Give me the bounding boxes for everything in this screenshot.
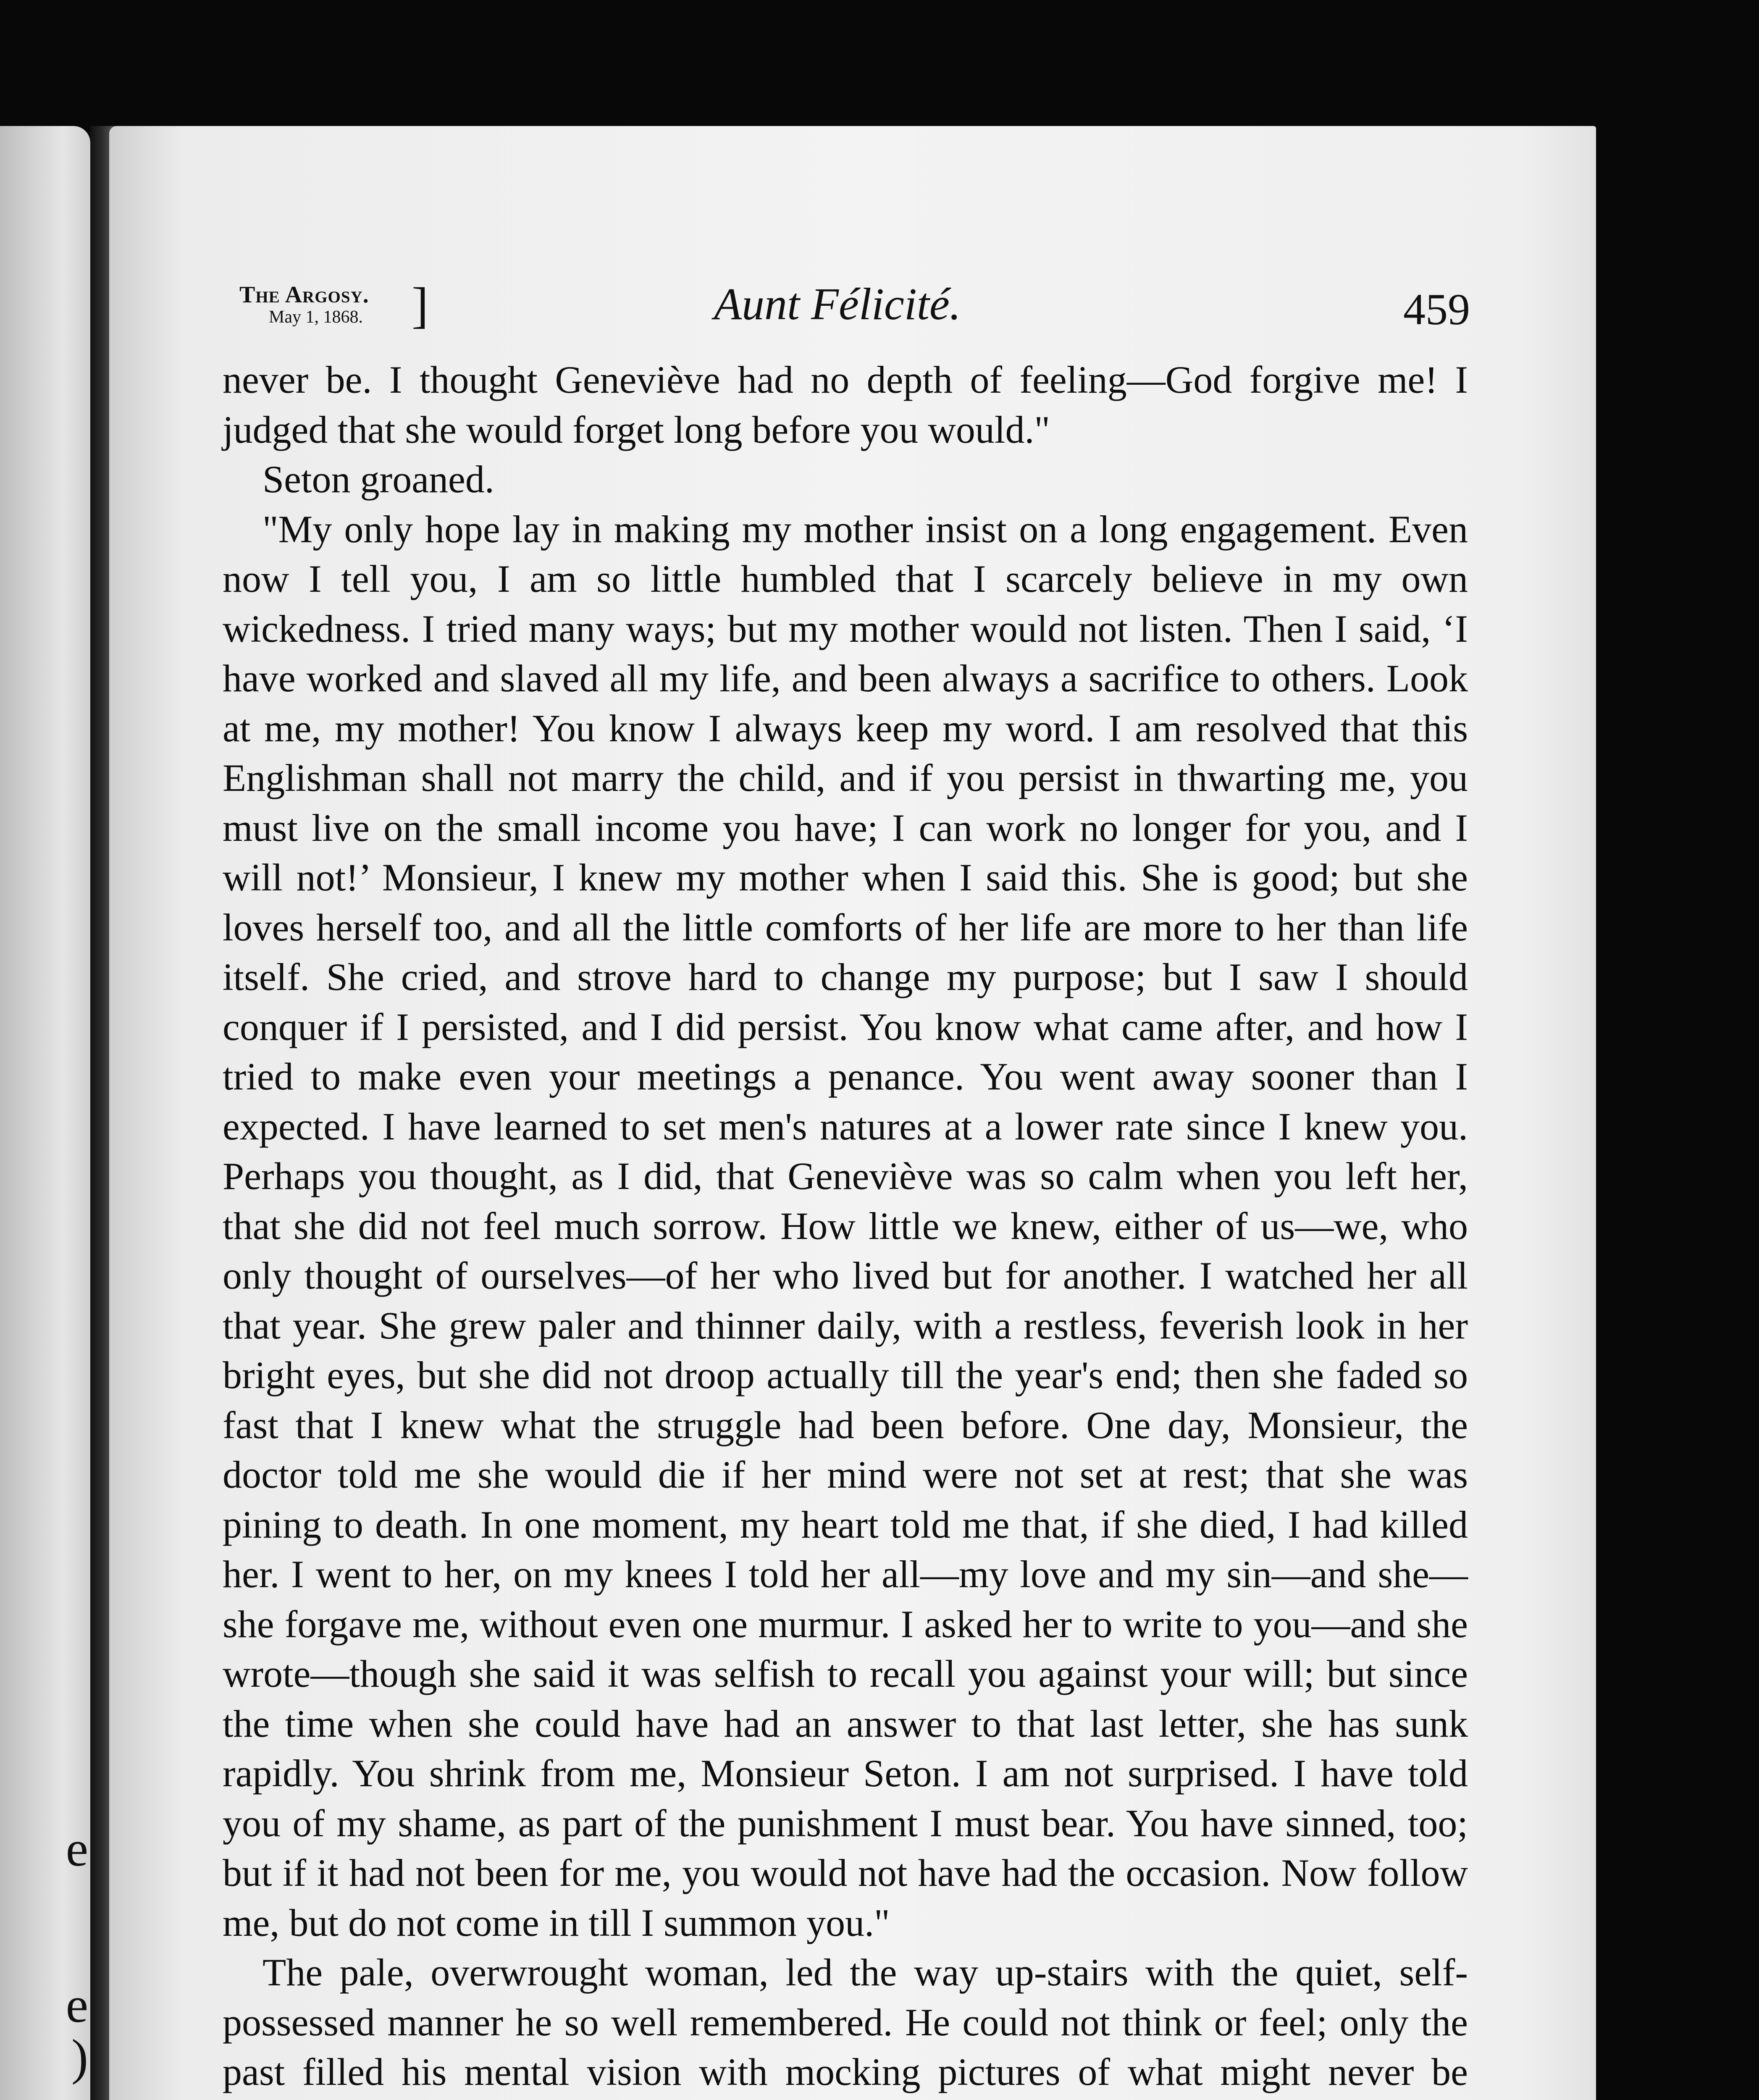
- magazine-name: The Argosy.: [239, 282, 369, 308]
- facing-page-text-fragments: e e ): [66, 1821, 88, 2085]
- paragraph: The pale, overwrought woman, led the way up-stairs with the quiet, self-possessed manner he so well remembered. He could not think or feel; only the past filled his mental vision with mocking pictures of what might never be: [223, 1951, 1468, 2093]
- paragraph: "My only hope lay in making my mother insist on a long engagement. Even now I tell you, I am so little humbled that I scarcely believe in my own wickedness. I tried many ways; but my mother would not listen. Then I said, ‘I have worked and slaved all my life, and been always a sacrifice to others. Look at me, my mother! You know I always keep my word. I am resolved that this Englishman shall not marry the child, and if you persist in thwarting me, you must live on the small income you have; I can work no longer for you, and I will not!’ Monsieur, I knew my mother when I said this. She is good; but she loves herself too, and all the little comforts of her life are more to her than life itself. She cried, and strove hard to change my purpose; but I saw I should conquer if I persisted, and I did persist. You know what came after, and how I tried to make even your meetings a penance. You went away sooner than I expected. I have learned to set men's natures at a lower rate since I knew you. Perhaps you thought, as I did, that Geneviève was so calm when you left her, that she did not feel much sorrow. How little we knew, either of us—we, who only thought of ourselves—of her who lived but for another. I watched her all that year. She grew paler and thinner daily, with a restless, feverish look in her bright eyes, but she did not droop actually till the year's end; then she faded so fast that I knew what the struggle had been before. One day, Monsieur, the doctor told me she would die if her mind were not set at rest; that she was pining to death. In one moment, my heart told me that, if she died, I had killed her. I went to her, on my knees I told her all—my love and my sin—and she—she forgave me, without even one murmur. I asked her to write to you—and she wrote—though she said it was selfish to recall you against your will; but since the time when she could have had an answer to that last letter, she has sunk rapidly. You shrink from me, Monsieur Seton. I am not surprised. I have told you of my shame, as part of the punishment I must bear. You have sinned, too; but if it had not been for me, you would not have had the occasion. Now follow me, but do not come in till I summon you.": [223, 507, 1468, 1944]
- running-title: Aunt Félicité.: [714, 279, 961, 329]
- paragraph: Seton groaned.: [263, 458, 494, 501]
- paragraph: never be. I thought Geneviève had no depth of feeling—God forgive me! I judged that she would forget long before you would.": [223, 358, 1468, 451]
- page-number: 459: [1403, 285, 1470, 334]
- body-text: [223, 355, 1468, 2100]
- facing-page-edge: [0, 126, 90, 2100]
- magazine-masthead: [239, 277, 428, 333]
- issue-date: May 1, 1868.: [269, 307, 363, 327]
- masthead-bracket: ]: [412, 277, 428, 333]
- page-header: [239, 277, 1470, 361]
